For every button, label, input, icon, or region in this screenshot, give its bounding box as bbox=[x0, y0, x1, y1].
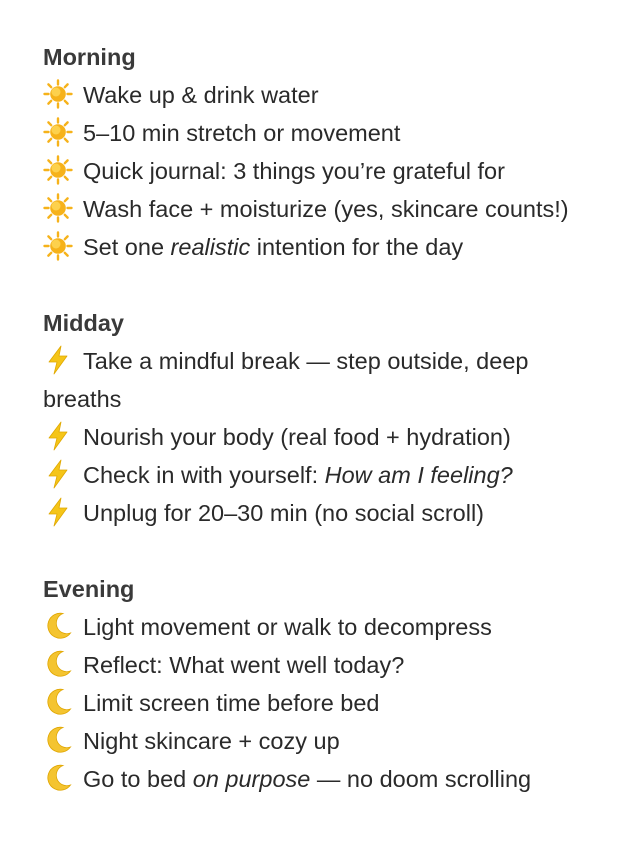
list-item bbox=[43, 608, 610, 646]
item-text: Limit screen time before bed bbox=[83, 690, 380, 716]
item-text: Night skincare + cozy up bbox=[83, 728, 340, 754]
list-item bbox=[43, 190, 610, 228]
sun-icon bbox=[43, 79, 73, 109]
item-text: Reflect: What went well today? bbox=[83, 652, 405, 678]
list-item bbox=[43, 76, 610, 114]
list-item bbox=[43, 760, 610, 798]
item-text: Take a mindful break — step outside, deep breaths bbox=[43, 348, 529, 412]
midday-section bbox=[43, 304, 610, 532]
moon-icon bbox=[43, 649, 73, 679]
list-item bbox=[43, 722, 610, 760]
sun-icon bbox=[43, 117, 73, 147]
item-text: Wake up & drink water bbox=[83, 82, 319, 108]
item-text: Light movement or walk to decompress bbox=[83, 614, 492, 640]
sun-icon bbox=[43, 193, 73, 223]
lightning-icon bbox=[43, 421, 73, 451]
item-text: 5–10 min stretch or movement bbox=[83, 120, 401, 146]
item-emphasis: on purpose bbox=[192, 766, 311, 792]
lightning-icon bbox=[43, 345, 73, 375]
section-title-midday: Midday bbox=[43, 310, 124, 336]
item-text: Quick journal: 3 things you’re grateful for bbox=[83, 158, 505, 184]
moon-icon bbox=[43, 763, 73, 793]
item-text: Set one bbox=[83, 234, 171, 260]
sun-icon bbox=[43, 155, 73, 185]
list-item bbox=[43, 418, 610, 456]
list-item bbox=[43, 456, 610, 494]
item-text: Wash face + moisturize (yes, skincare counts!) bbox=[83, 196, 569, 222]
sun-icon bbox=[43, 231, 73, 261]
lightning-icon bbox=[43, 497, 73, 527]
item-text: Unplug for 20–30 min (no social scroll) bbox=[83, 500, 484, 526]
list-item bbox=[43, 228, 610, 266]
morning-section bbox=[43, 38, 610, 266]
list-item bbox=[43, 684, 610, 722]
item-text: Check in with yourself: bbox=[83, 462, 325, 488]
list-item bbox=[43, 646, 610, 684]
item-text: Nourish your body (real food + hydration) bbox=[83, 424, 511, 450]
lightning-icon bbox=[43, 459, 73, 489]
list-item bbox=[43, 152, 610, 190]
moon-icon bbox=[43, 611, 73, 641]
section-title-morning: Morning bbox=[43, 44, 136, 70]
list-item bbox=[43, 494, 610, 532]
item-text: Go to bed bbox=[83, 766, 193, 792]
list-item bbox=[43, 114, 610, 152]
item-text-after: — no doom scrolling bbox=[310, 766, 532, 792]
section-title-evening: Evening bbox=[43, 576, 135, 602]
list-item bbox=[43, 342, 610, 418]
item-text-after: intention for the day bbox=[250, 234, 464, 260]
evening-section bbox=[43, 570, 610, 798]
moon-icon bbox=[43, 725, 73, 755]
item-emphasis: How am I feeling? bbox=[324, 462, 513, 488]
moon-icon bbox=[43, 687, 73, 717]
item-emphasis: realistic bbox=[170, 234, 251, 260]
